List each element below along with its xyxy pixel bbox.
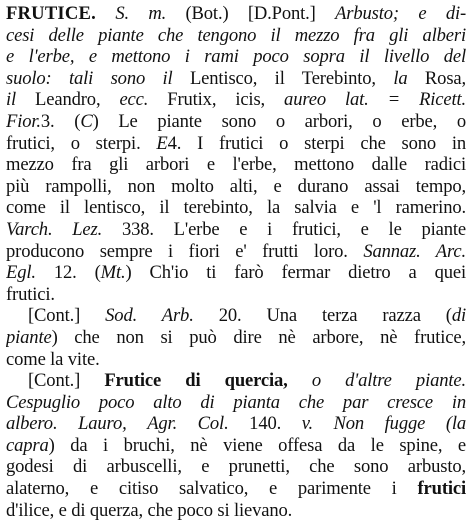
entry-line-2: cesi delle piante che tengono il mezzo fra gli alberi [6, 24, 466, 46]
entry-line-9: più rampolli, non molto alti, e durano assai tempo, [6, 175, 466, 197]
text-segment: C [80, 110, 93, 132]
citation: = Ricett. [387, 89, 466, 111]
text-segment: ) da i bruchi, nè viene offesa da le spine, e [48, 434, 466, 456]
citation: E [156, 132, 168, 154]
text-segment: Mt. [100, 262, 126, 284]
entry-line-14: frutici. [6, 283, 55, 305]
grammar-label: S. m. [115, 3, 167, 24]
citation: Agr. Col. [147, 413, 229, 435]
text-segment: 338. L'erbe e i frutici, e le piante [121, 218, 466, 240]
entry-line-18 [6, 370, 466, 392]
text-segment: aureo lat. [284, 89, 369, 111]
text-segment: in [451, 391, 466, 413]
text-segment: Frutix, icis, [167, 89, 266, 111]
entry-line-20 [6, 413, 466, 435]
entry-line-21 [6, 435, 466, 457]
entry-line-22: godesi di arbuscelli, e prunetti, che sono arbusto, [6, 456, 466, 478]
text-segment: Rosa, [424, 67, 466, 89]
entry-line-8: mezzo fra gli arbori e l'erbe, mettono dalle radici [6, 154, 466, 176]
entry-line-3: e l'erbe, e mettono i rami poco sopra il livello del [6, 46, 466, 68]
entry-line-7 [6, 133, 466, 155]
text-segment: piante [6, 326, 52, 348]
text-segment: la [393, 67, 408, 89]
text-segment: albero. [6, 413, 58, 435]
entry-line-23 [6, 478, 466, 500]
definition-text: Cespuglio poco alto di pianta che par cresce [6, 391, 434, 413]
text-segment: ecc. [119, 89, 149, 111]
text-segment: 4. I frutici o sterpi che sono in [167, 132, 466, 154]
text-segment: o d'altre piante. [311, 370, 466, 392]
entry-line-11 [6, 219, 466, 241]
text-segment: suolo: tali sono il [6, 67, 173, 89]
text-segment: frutici [417, 478, 466, 500]
text-segment: producono sempre i fiori e' frutti loro. [6, 240, 348, 262]
entry-line-4 [6, 68, 466, 90]
text-segment: ) Le piante sono o arbori, o erbe, o [92, 110, 466, 132]
text-segment: Lentisco, il [189, 67, 285, 89]
entry-line-16 [6, 327, 466, 349]
entry-frutice [6, 3, 466, 305]
entry-line-12 [6, 241, 466, 263]
text-segment: Lauro, [78, 413, 127, 435]
cont-tag: [Cont.] [28, 370, 81, 392]
text-segment: frutici, o sterpi. [6, 132, 141, 154]
entry-line-5 [6, 89, 466, 111]
entry-frutice-cont-1 [6, 305, 466, 370]
citation: Sod. Arb. [105, 305, 194, 327]
text-segment: alaterno, e citiso salvatico, e parimente i [6, 478, 397, 500]
text-segment: ) Ch'io ti farò fermar dietro a quei [125, 262, 466, 284]
text-segment: Terebinto, [301, 67, 376, 89]
text-segment: di [451, 305, 466, 327]
entry-line-15 [6, 305, 466, 327]
text-segment: ) che non si può dire nè arbore, nè frutice, [51, 326, 466, 348]
text-segment: 3. ( [40, 110, 81, 132]
text-segment: il [6, 89, 17, 111]
entry-line-19 [6, 392, 466, 414]
field-label: (Bot.) [185, 3, 229, 24]
entry-line-17: come la vite. [6, 348, 100, 370]
entry-line-1 [6, 3, 466, 25]
citation: Fior. [6, 110, 41, 132]
entry-line-24: d'ilice, e di querza, che poco si lievano. [6, 499, 293, 521]
text-segment: capra [6, 434, 49, 456]
subheadword: Frutice di quercia, [104, 370, 288, 392]
headword: FRUTICE. [6, 3, 96, 24]
text-segment: 140. [249, 413, 282, 435]
text-segment: 12. ( [53, 262, 101, 284]
entry-frutice-di-quercia [6, 370, 466, 521]
text-segment: 20. Una terza razza ( [218, 305, 452, 327]
entry-line-6 [6, 111, 466, 133]
citation: Egl. [6, 262, 36, 284]
text-segment: Leandro, [35, 89, 101, 111]
citation: Varch. Lez. [6, 218, 103, 240]
cont-tag: [Cont.] [28, 305, 81, 327]
text-segment: v. Non fugge [301, 413, 426, 435]
entry-line-10: come il lentisco, il terebinto, la salvia e 'l ramerino. [6, 197, 466, 219]
text-segment: (la [445, 413, 466, 435]
entry-line-13 [6, 262, 466, 284]
source-tag: [D.Pont.] [247, 3, 316, 24]
definition-text: Arbusto; e di- [335, 3, 466, 24]
citation: Sannaz. Arc. [363, 240, 466, 262]
